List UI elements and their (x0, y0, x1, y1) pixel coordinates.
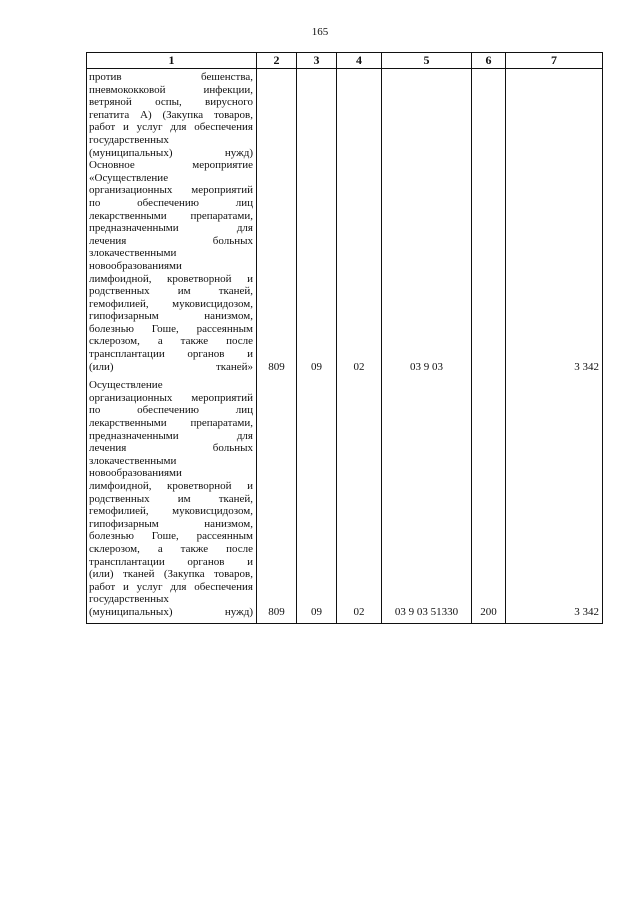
chapter-code: 809 (257, 377, 297, 623)
column-header-5: 5 (382, 53, 472, 69)
page-number: 165 (311, 26, 329, 38)
description-line: работ и услуг для обеспечения (89, 580, 253, 593)
description-line: организационных мероприятий (89, 184, 253, 197)
subsection-code: 02 (337, 377, 382, 623)
description-line: новообразованиями (89, 467, 182, 480)
description-line: злокачественными (89, 454, 177, 467)
description-line: болезнью Гоше, рассеянным (89, 322, 253, 335)
description-line: новообразованиями (89, 259, 182, 272)
description-line: склерозом, а также после (89, 335, 253, 348)
description-line: гипофизарным нанизмом, (89, 310, 253, 323)
description-line: по обеспечению лиц (89, 404, 253, 417)
column-header-6: 6 (472, 53, 506, 69)
description-line: государственных (89, 133, 169, 146)
budget-table (86, 52, 603, 624)
table-row (87, 69, 603, 378)
section-code: 09 (297, 69, 337, 378)
description-line: работ и услуг для обеспечения (89, 121, 253, 134)
section-code: 09 (297, 377, 337, 623)
column-header-7: 7 (506, 53, 603, 69)
description-line: (муниципальных) нужд) (89, 146, 253, 159)
description-line: предназначенными для (89, 222, 253, 235)
description-line: (муниципальных) нужд) (89, 605, 253, 618)
column-header-3: 3 (297, 53, 337, 69)
description-line: «Осуществление (89, 171, 169, 184)
amount-value: 3 342 (506, 69, 603, 378)
subsection-code: 02 (337, 69, 382, 378)
description-line: родственных им тканей, (89, 492, 253, 505)
column-header-4: 4 (337, 53, 382, 69)
column-header-2: 2 (257, 53, 297, 69)
description-line: лимфоидной, кроветворной и (89, 480, 253, 492)
description-line: лекарственными препаратами, (89, 417, 253, 430)
description-line: Осуществление (89, 379, 163, 392)
description-line: склерозом, а также после (89, 542, 253, 555)
description-line: гепатита А) (Закупка товаров, (89, 108, 253, 121)
row-description (87, 69, 257, 378)
description-line: (или) тканей (Закупка товаров, (89, 568, 253, 581)
description-line: государственных (89, 593, 169, 606)
description-line: против бешенства, (89, 71, 253, 83)
column-header-1: 1 (87, 53, 257, 69)
description-line: злокачественными (89, 247, 177, 260)
description-line: гемофилией, муковисцидозом, (89, 505, 253, 518)
table-row (87, 377, 603, 623)
description-line: лимфоидной, кроветворной и (89, 272, 253, 285)
description-line: Основное мероприятие (89, 159, 253, 172)
description-line: по обеспечению лиц (89, 196, 253, 209)
description-line: лечения больных (89, 442, 253, 455)
chapter-code: 809 (257, 69, 297, 378)
description-line: организационных мероприятий (89, 391, 253, 404)
description-line: пневмококковой инфекции, (89, 83, 253, 96)
row-description (87, 377, 257, 623)
expense-type-code: 200 (472, 377, 506, 623)
amount-value: 3 342 (506, 377, 603, 623)
table-header-row (87, 53, 603, 69)
description-line: гемофилией, муковисцидозом, (89, 297, 253, 310)
description-line: предназначенными для (89, 429, 253, 442)
description-line: лекарственными препаратами, (89, 209, 253, 222)
description-line: болезнью Гоше, рассеянным (89, 530, 253, 543)
description-line: гипофизарным нанизмом, (89, 517, 253, 530)
description-line: ветряной оспы, вирусного (89, 96, 253, 109)
description-line: (или) тканей» (89, 360, 253, 373)
target-article-code: 03 9 03 (382, 69, 472, 378)
target-article-code: 03 9 03 51330 (382, 377, 472, 623)
description-line: лечения больных (89, 234, 253, 247)
description-line: трансплантации органов и (89, 348, 253, 361)
expense-type-code (472, 69, 506, 378)
description-line: трансплантации органов и (89, 555, 253, 568)
description-line: родственных им тканей, (89, 285, 253, 298)
